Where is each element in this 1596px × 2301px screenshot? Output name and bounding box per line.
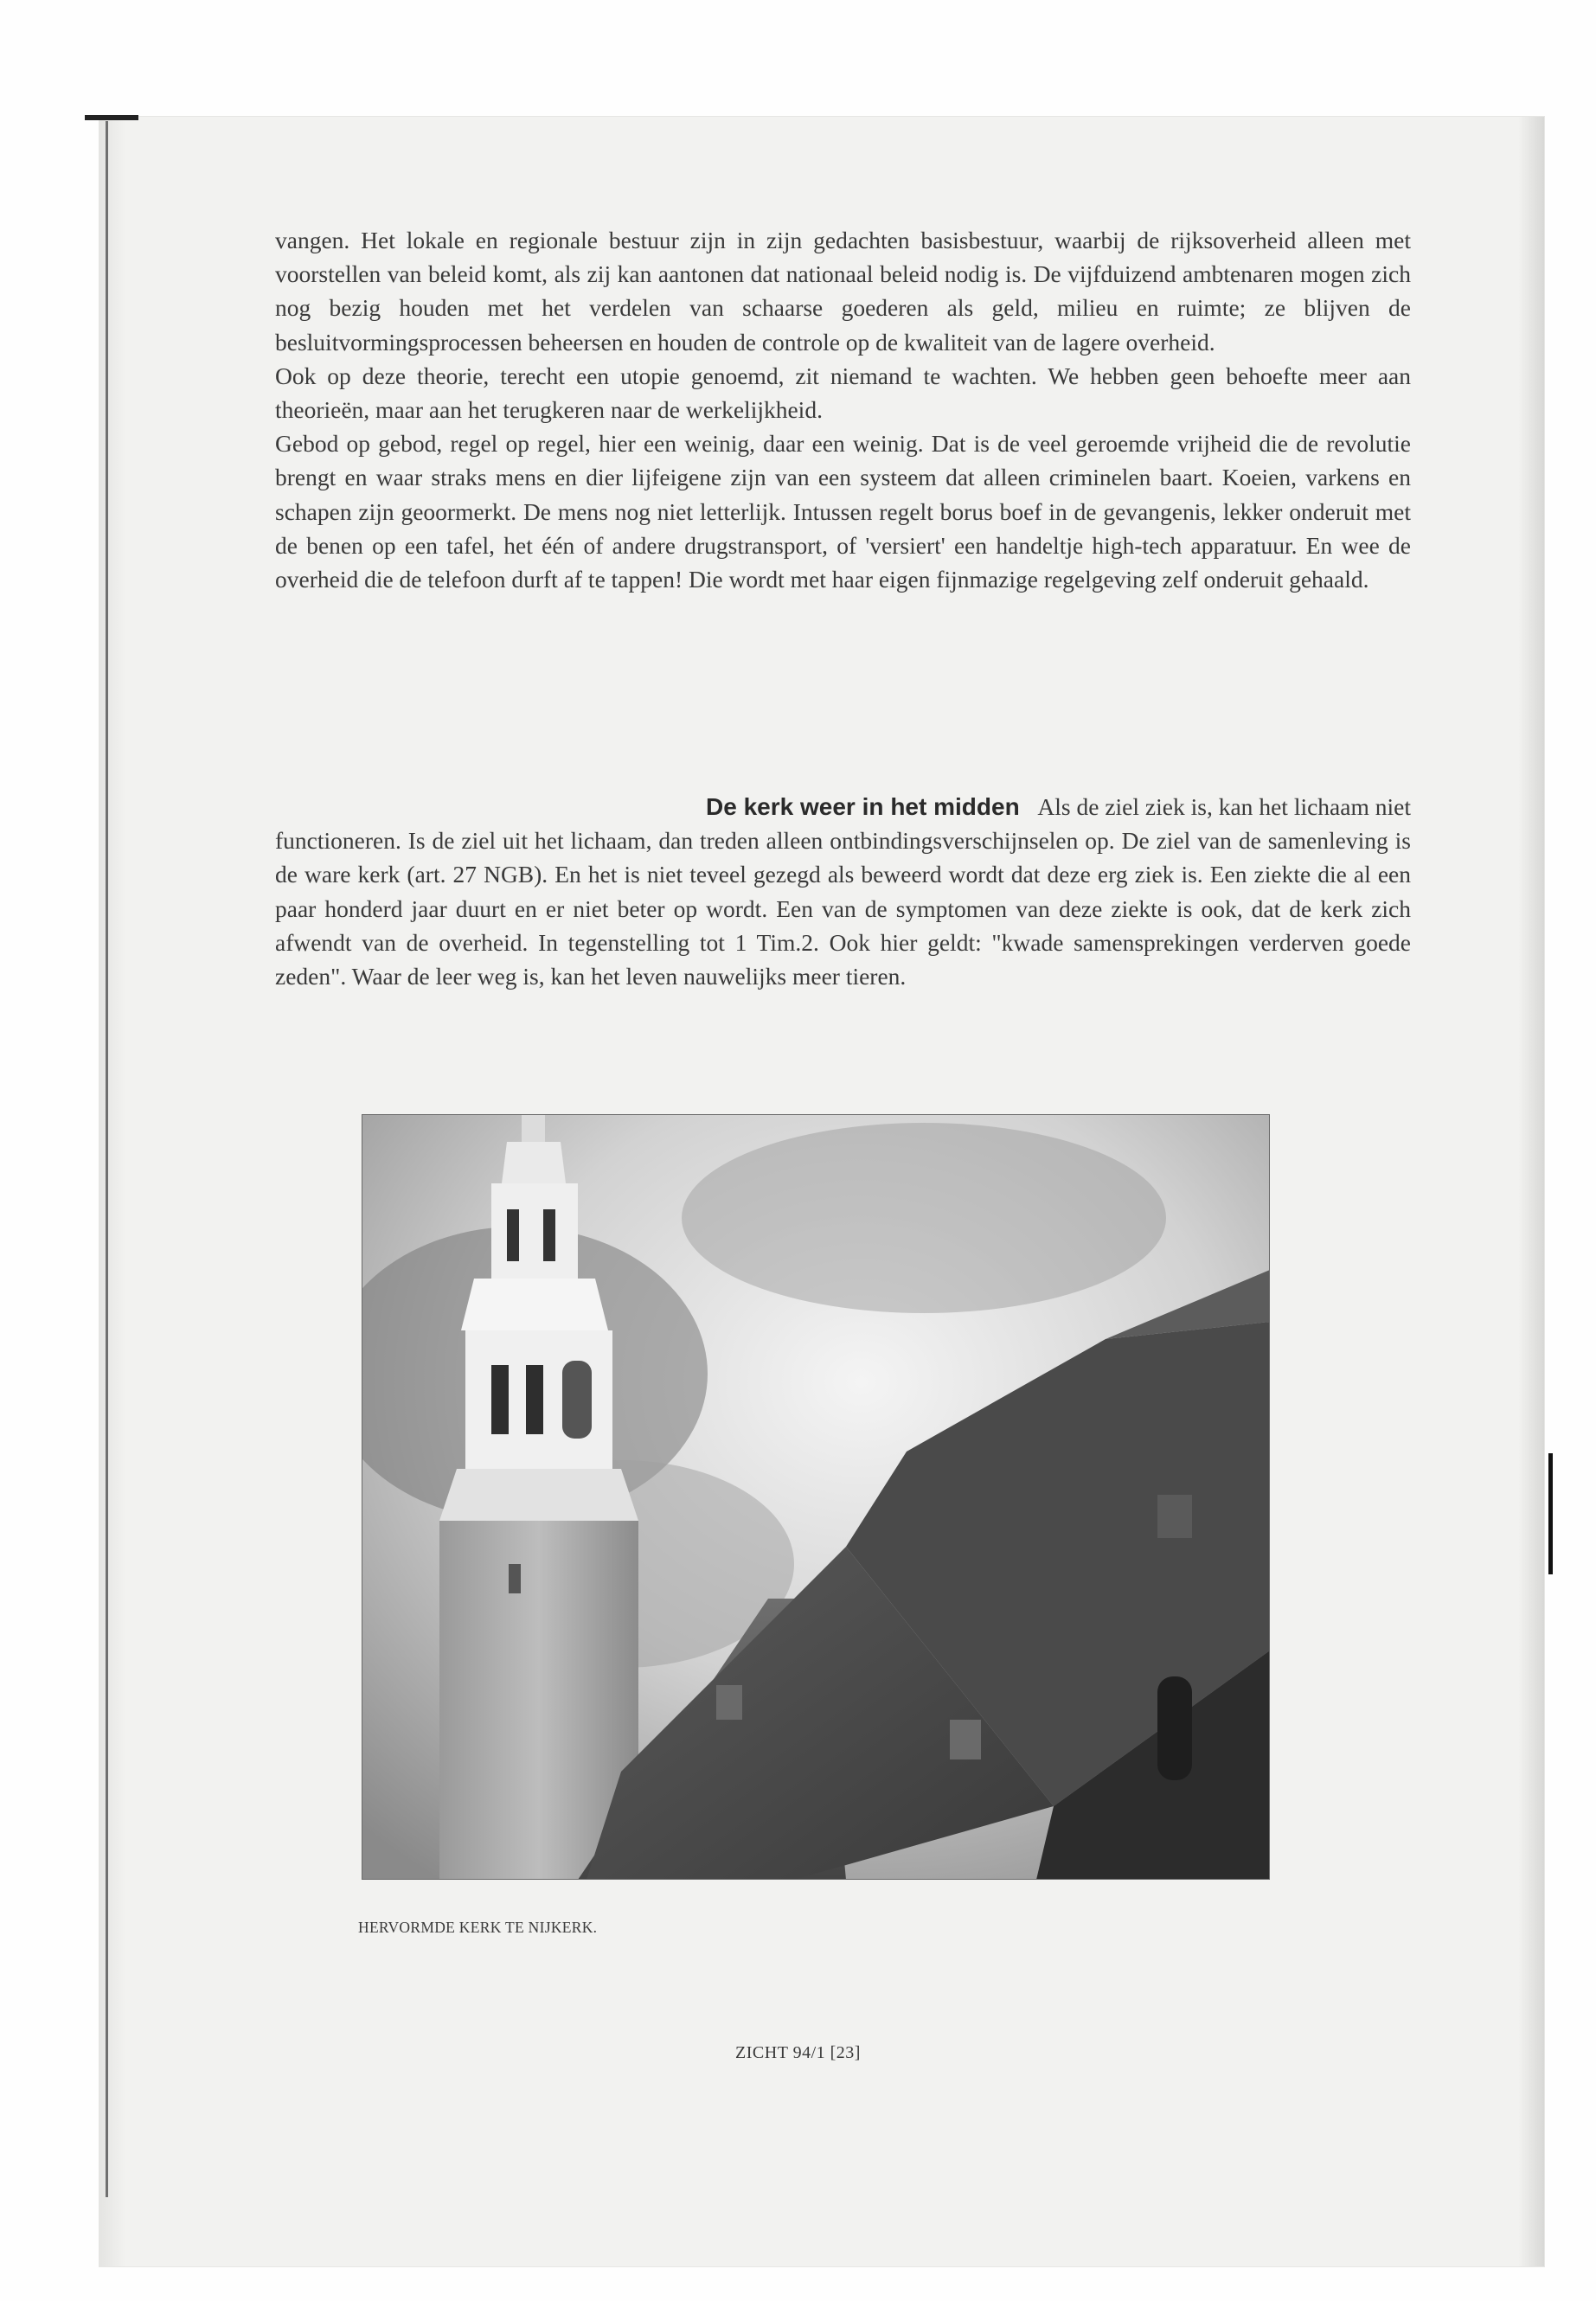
- lantern-top: [502, 1142, 566, 1183]
- church-illustration: [362, 1114, 1270, 1880]
- page-footer: ZICHT 94/1 [23]: [735, 2043, 861, 2062]
- paragraph-4: Als de ziel ziek is, kan het lichaam niet functioneren. Is de ziel uit het lichaam, dan treden alleen ontbindingsverschijnselen op. De ziel van de samenleving is de ware kerk (art. 27 NGB). En het is niet teveel gezegd als beweerd wordt dat deze erg ziek is. Een ziekte die al een paar honderd jaar duurt en er niet beter op wordt. Een van de symptomen van deze ziekte is ook, dat de kerk zich afwendt van de overheid. In tegenstelling tot 1 Tim.2. Ook hier geldt: "kwade samensprekingen verderven goede zeden". Waar de leer weg is, kan het leven nauwelijks meer tieren.: [275, 793, 1411, 990]
- bell-opening-2: [543, 1209, 555, 1261]
- bell-stage: [491, 1183, 578, 1279]
- paragraph-1: vangen. Het lokale en regionale bestuur zijn in zijn gedachten basisbestuur, waarbij de rijksoverheid alleen met voorstellen van beleid komt, als zij kan aantonen dat nationaal beleid nodig is. De vijfduizend ambtenaren mogen zich nog bezig houden met het verdelen van schaarse goederen als geld, milieu en ruimte; ze blijven de besluitvormingsprocessen beheersen en houden de controle op de kwaliteit van de lagere overheid.: [275, 227, 1411, 356]
- article-text-section: [275, 790, 1411, 993]
- paragraph-2: Ook op deze theorie, terecht een utopie genoemd, zit niemand te wachten. We hebben geen behoefte meer aan theorieën, maar aan het terugkeren naar de werkelijkheid.: [275, 362, 1411, 424]
- spire-finial: [522, 1114, 545, 1142]
- section-heading: De kerk weer in het midden: [706, 793, 1020, 820]
- article-text-top: [275, 223, 1411, 596]
- tower-base-roof: [439, 1469, 638, 1521]
- church-photo: [362, 1114, 1270, 1880]
- page-edge-shadow: [1518, 117, 1544, 2266]
- paragraph-4-container: [275, 790, 1411, 993]
- dormer-1: [716, 1685, 742, 1720]
- church-window: [1157, 1676, 1192, 1780]
- binding-line: [106, 121, 108, 2197]
- cloud-upper: [682, 1123, 1166, 1313]
- dormer-3: [1157, 1495, 1192, 1538]
- bell-opening-1: [507, 1209, 519, 1261]
- dormer-2: [950, 1720, 981, 1759]
- clock-window: [562, 1361, 592, 1439]
- tower-slit: [509, 1564, 521, 1593]
- tower-window-1: [491, 1365, 509, 1434]
- tower-window-2: [526, 1365, 543, 1434]
- tower-cornice: [461, 1279, 608, 1330]
- photo-caption: HERVORMDE KERK TE NIJKERK.: [358, 1919, 598, 1936]
- page-spine: [99, 117, 125, 2266]
- paragraph-3: Gebod op gebod, regel op regel, hier een weinig, daar een weinig. Dat is de veel geroemde vrijheid die de revolutie brengt en waar straks mens en dier lijfeigene zijn van een systeem dat alleen criminelen baart. Koeien, varkens en schapen zijn geoormerkt. De mens nog niet letterlijk. Intussen regelt borus boef in de gevangenis, lekker onderuit met de benen op een tafel, het één of andere drugstransport, of 'versiert' een handeltje high-tech apparatuur. En wee de overheid die de telefoon durft af te tappen! Die wordt met haar eigen fijnmazige regelgeving zelf onderuit gehaald.: [275, 430, 1411, 593]
- page-edge-clip: [1548, 1453, 1553, 1574]
- binding-staple: [85, 115, 138, 120]
